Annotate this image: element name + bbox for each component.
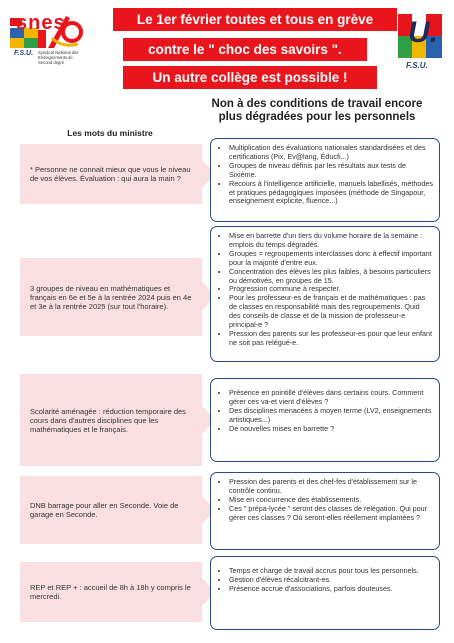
logo-right-letter: U. xyxy=(408,16,438,49)
minister-statement: DNB barrage pour aller en Seconde. Voie de garage en Seconde. xyxy=(20,476,202,544)
list-item: • Groupes de niveau définis par les résultats aux tests de Sixième. xyxy=(229,162,433,180)
banner-line-3: Un autre collège est possible ! xyxy=(123,66,377,89)
consequences-list xyxy=(217,144,433,206)
left-column-title: Les mots du ministre xyxy=(67,128,153,138)
fsu-logo xyxy=(398,14,448,74)
list-item: • Temps et charge de travail accrus pour tous les personnels. xyxy=(229,567,433,576)
minister-statement: * Personne ne connait mieux que vous le niveau de vos élèves. Évaluation : qui aura la main ? xyxy=(20,144,202,204)
list-item: • Présence accrue d'associations, parfois douteuses. xyxy=(229,585,433,594)
list-item: • Pour les professeur-es de français et de mathématiques : pas de classes en responsabilité mais des regroupements. Quid des conseils de classe et de la mission de professeur-e principal-e ? xyxy=(229,294,433,330)
logo-right-fsu: F.S.U. xyxy=(406,61,428,70)
logo-left-fsu: F.S.U. xyxy=(14,50,34,57)
consequences-box xyxy=(210,556,440,630)
list-item: • Gestion d'élèves récalcitrant-es. xyxy=(229,576,433,585)
consequences-list xyxy=(217,389,433,434)
comparison-row-1 xyxy=(20,138,442,224)
list-item: • Présence en pointillé d'élèves dans certains cours. Comment gérer ces va-et vient d'élèves ? xyxy=(229,389,433,407)
consequences-box xyxy=(210,226,440,362)
list-item: • De nouvelles mises en barrette ? xyxy=(229,425,433,434)
minister-statement: 3 groupes de niveau en mathématiques et français en 6e et 5e à la rentrée 2024 puis en 4e et 3e à la rentrée 2025 (sur tout l'horaire). xyxy=(20,258,202,336)
list-item: • Mise en concurrence des établissements. xyxy=(229,496,433,505)
comparison-row-4 xyxy=(20,472,442,550)
list-item: • Multiplication des évaluations nationales standardisées et des certifications (Pix, Ev@lang, Éducfi...) xyxy=(229,144,433,162)
list-item: • Groupes = regroupements interclasses donc à effectif important pour la majorité d'entre eux. xyxy=(229,250,433,268)
comparison-row-2 xyxy=(20,224,442,364)
consequences-list xyxy=(217,478,433,523)
minister-statement: REP et REP + : accueil de 8h à 18h y compris le mercredi. xyxy=(20,562,202,622)
consequences-list xyxy=(217,232,433,348)
list-item: • Pression des parents et des chef-fes d'établissement sur le contrôle continu. xyxy=(229,478,433,496)
list-item: • Recours à l'intelligence artificielle, manuels labellisés, méthodes et pratiques pédagogiques imposées (méthode de Singapour, enseignement explicite, fluence...) xyxy=(229,180,433,207)
right-column-title: Non à des conditions de travail encore plus dégradées pour les personnels xyxy=(211,98,423,123)
comparison-row-3 xyxy=(20,374,442,466)
list-item: • Mise en barrette d'un tiers du volume horaire de la semaine : emplois du temps dégradés. xyxy=(229,232,433,250)
consequences-box xyxy=(210,472,440,550)
banner-line-1: Le 1er février toutes et tous en grève xyxy=(113,8,397,31)
minister-statement: Scolarité aménagée : réduction temporaire des cours dans d'autres disciplines que les mathématiques et le français. xyxy=(20,374,202,466)
consequences-box xyxy=(210,378,440,462)
comparison-row-5 xyxy=(20,556,442,634)
list-item: • Ces " prépa-lycée " seront des classes de relégation. Qui pour gérer ces classes ? Où seront-elles réellement implantées ? xyxy=(229,505,433,523)
list-item: • Progression commune à respecter. xyxy=(229,285,433,294)
consequences-list xyxy=(217,567,433,594)
logo-left-wordmark: snes xyxy=(16,12,66,34)
banner-line-2: contre le " choc des savoirs ". xyxy=(123,38,367,61)
list-item: • Pression des parents sur les professeur-es pour que leur enfant ne soit pas relégué-e. xyxy=(229,330,433,348)
logo-left-org: Syndicat National des Enseignements de Second degré xyxy=(38,50,79,65)
list-item: • Des disciplines menacées à moyen terme (LV2, enseignements artistiques...) xyxy=(229,407,433,425)
list-item: • Concentration des élèves les plus faibles, à besoins particuliers ou démotivés, en groupes de 15. xyxy=(229,268,433,286)
snes-logo xyxy=(8,8,88,78)
consequences-box xyxy=(210,138,440,222)
